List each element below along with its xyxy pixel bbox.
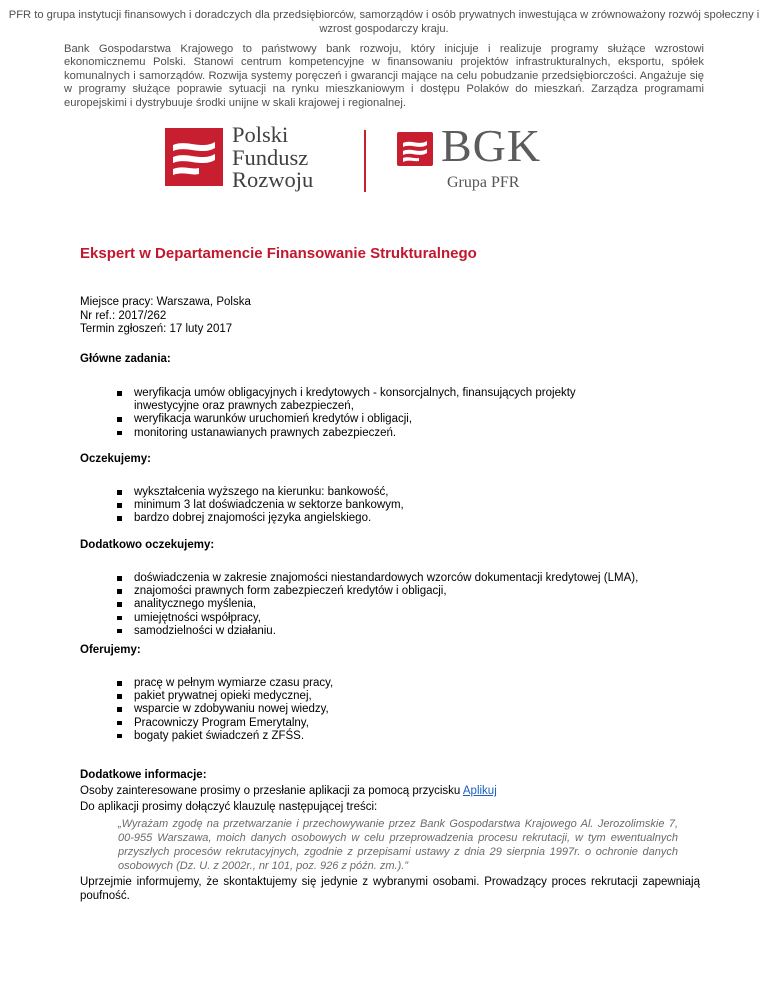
list-item: bardzo dobrej znajomości języka angielskiego. [80,512,640,525]
list-item: znajomości prawnych form zabezpieczeń kredytów i obligacji, [80,585,640,598]
logo-divider [364,130,366,192]
list-item: analitycznego myślenia, [80,598,640,611]
bullet-list [80,486,640,526]
logo-banner [0,120,768,204]
pfr-intro: PFR to grupa instytucji finansowych i doradczych dla przedsiębiorców, samorządów i osób prywatnych inwestująca w zrównoważony rozwój społeczny i wzrost gospodarczy kraju. [8,9,760,35]
list-item: doświadczenia w zakresie znajomości niestandardowych wzorców dokumentacji kredytowej (LMA), [80,572,640,585]
list-item: minimum 3 lat doświadczenia w sektorze bankowym, [80,499,640,512]
pfr-wordmark-line: Polski [232,122,289,147]
bullet-list [80,387,640,440]
section-expect [80,452,640,526]
list-item: monitoring ustanawianych prawnych zabezpieczeń. [80,427,640,440]
section-additional-info [80,767,700,903]
list-item: wsparcie w zdobywaniu nowej wiedzy, [80,703,640,716]
job-meta [80,296,251,337]
bgk-subtitle: Grupa PFR [447,174,520,191]
section-heading: Dodatkowo oczekujemy: [80,539,215,551]
closing-note: Uprzejmie informujemy, że skontaktujemy się jedynie z wybranymi osobami. Prowadzący proces rekrutacji zapewniają poufność. [80,876,700,902]
consent-clause: „Wyrażam zgodę na przetwarzanie i przechowywanie przez Bank Gospodarstwa Krajowego Al. Jerozolimskie 7, 00-955 Warszawa, moich danych osobowych w celu przeprowadzenia procesu rekrutacji, w tym ewentualnych przyszłych procesów rekrutacyjnych, zgodnie z przepisami ustawy z dnia 29 sierpnia 1997r. o ochronie danych osobowych (Dz. U. z 2002r., nr 101, poz. 926 z późn. zm.).” [118,818,678,872]
section-heading: Oczekujemy: [80,453,151,465]
list-item: wykształcenia wyższego na kierunku: bankowość, [80,486,640,499]
apply-instruction [80,783,700,799]
section-heading: Oferujemy: [80,644,141,656]
apply-text: Osoby zainteresowane prosimy o przesłanie aplikacji za pomocą przycisku [80,785,461,797]
bullet-list [80,572,640,638]
pfr-logo-icon [165,128,223,186]
bullet-list [80,677,640,743]
list-item: pracę w pełnym wymiarze czasu pracy, [80,677,640,690]
list-item: samodzielności w działaniu. [80,625,640,638]
job-location: Miejsce pracy: Warszawa, Polska [80,296,251,308]
list-item: umiejętności współpracy, [80,612,640,625]
pfr-wordmark [232,124,313,192]
section-heading: Dodatkowe informacje: [80,769,207,781]
clause-intro: Do aplikacji prosimy dołączyć klauzulę następującej treści: [80,801,378,813]
bgk-description: Bank Gospodarstwa Krajowego to państwowy bank rozwoju, który inicjuje i realizuje programy służące wzrostowi ekonomicznemu Polski. Stanowi centrum kompetencyjne w finansowaniu projektów infrastrukturalnych, eksportu, spółek komunalnych i samorządów. Rozwija systemy poręczeń i gwarancji mające na celu pobudzanie przedsiębiorczości. Angażuje się w programy służące poprawie sytuacji na rynku mieszkaniowym i dostępu Polaków do mieszkań. Zarządza programami europejskimi i dystrybuuje środki unijne w skali krajowej i regionalnej. [64,43,704,109]
list-item: weryfikacja umów obligacyjnych i kredytowych - konsorcjalnych, finansujących projekty inwestycyjne oraz prawnych zabezpieczeń, [80,387,640,413]
section-heading: Główne zadania: [80,353,171,365]
section-extra-expect [80,538,640,638]
section-offer [80,643,640,743]
pfr-wordmark-line: Fundusz [232,144,309,170]
list-item: Pracowniczy Program Emerytalny, [80,717,640,730]
job-deadline: Termin zgłoszeń: 17 luty 2017 [80,323,233,335]
list-item: weryfikacja warunków uruchomień kredytów i obligacji, [80,413,640,426]
job-reference: Nr ref.: 2017/262 [80,309,167,322]
job-title: Ekspert w Departamencie Finansowanie Strukturalnego [80,245,477,262]
bgk-logo-icon [397,132,433,166]
list-item: pakiet prywatnej opieki medycznej, [80,690,640,703]
list-item: bogaty pakiet świadczeń z ZFŚS. [80,730,640,743]
bgk-wordmark: BGK [441,120,542,171]
apply-link[interactable]: Aplikuj [462,785,497,797]
pfr-wordmark-line: Rozwoju [232,167,314,192]
section-tasks [80,352,640,440]
